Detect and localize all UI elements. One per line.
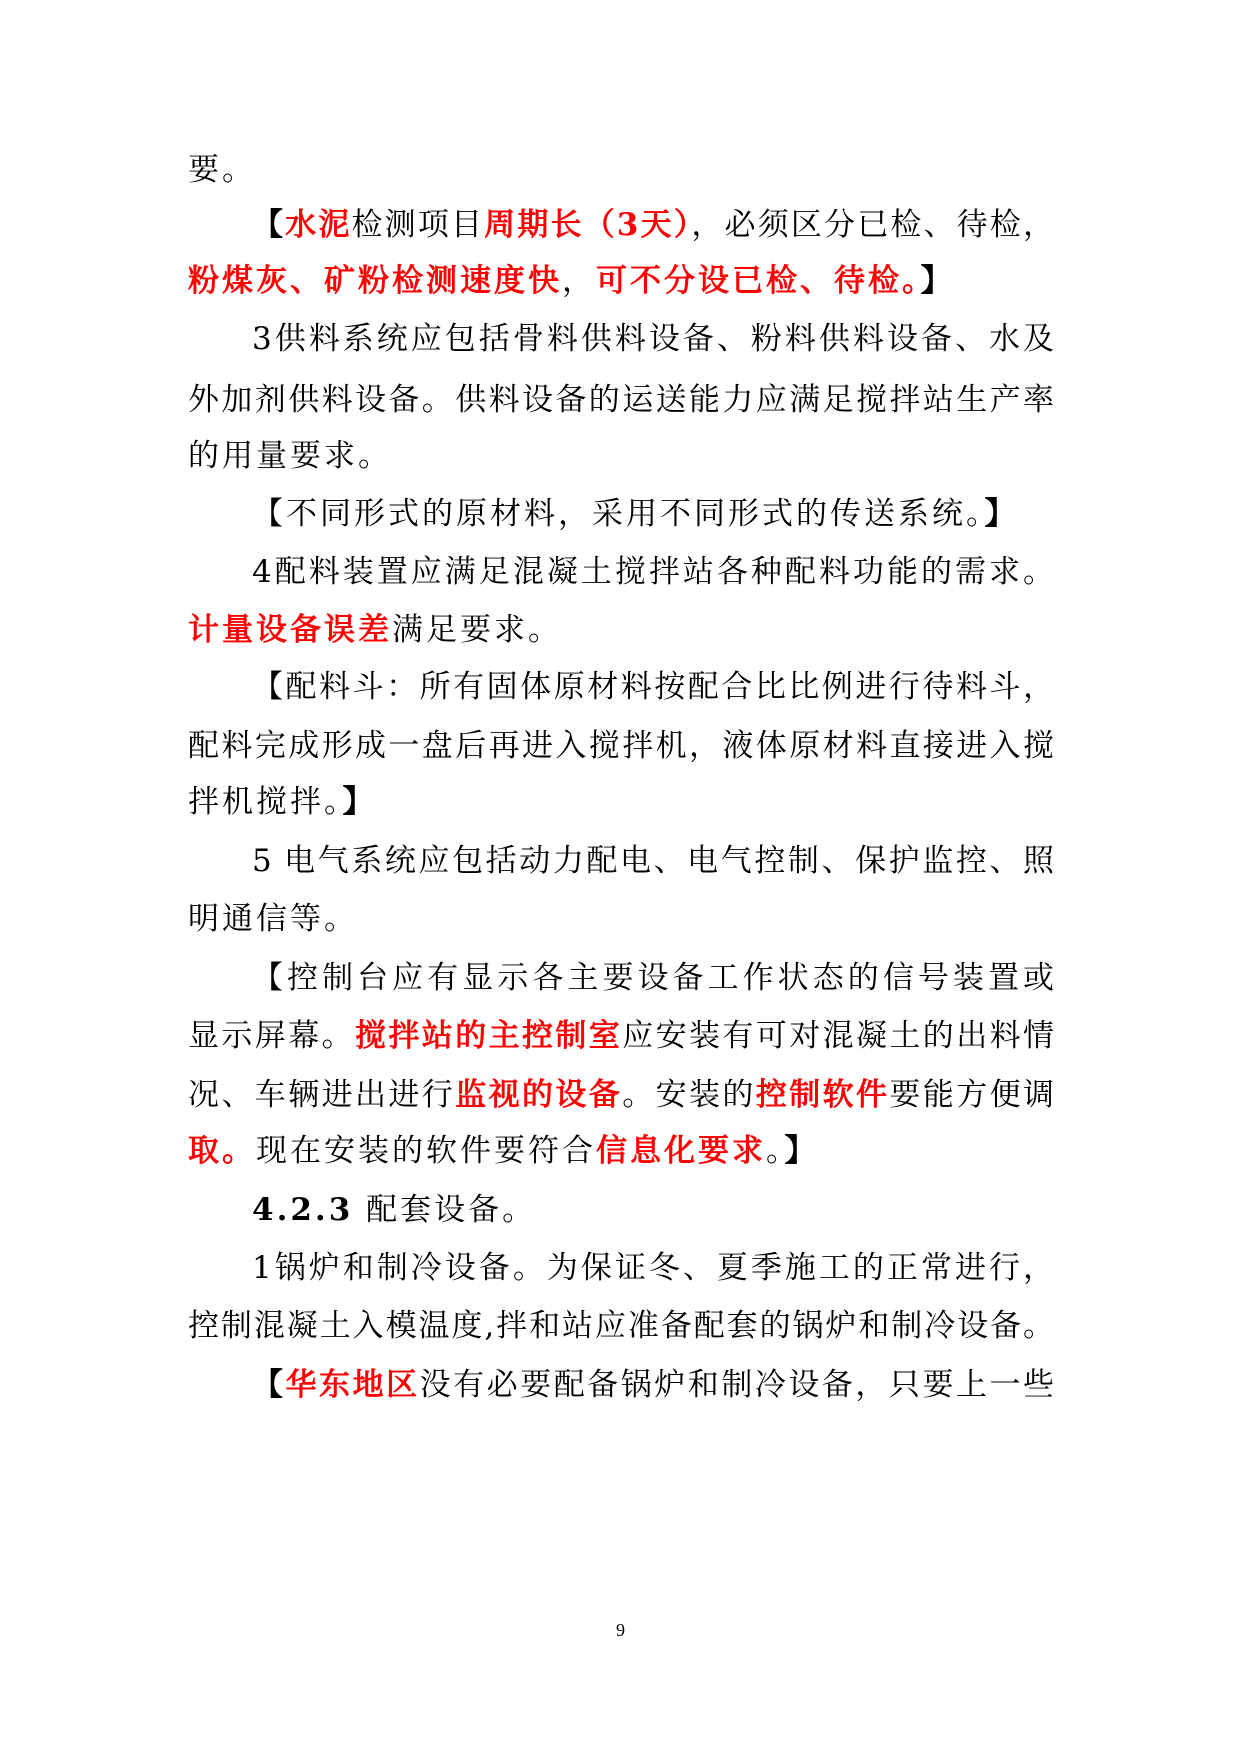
text-segment: 】 — [920, 263, 955, 299]
text-segment: 外加剂供料设备。供料设备的运送能力应满足搅拌站生产率 — [188, 382, 1054, 418]
text-segment: 配料完成形成一盘后再进入搅拌机，液体原材料直接进入搅 — [188, 728, 1054, 764]
text-line — [188, 252, 1054, 310]
highlighted-text: 监视的设备 — [455, 1077, 623, 1113]
text-line — [252, 485, 1054, 543]
highlighted-text: 取。 — [188, 1133, 256, 1169]
text-line — [188, 427, 1054, 485]
text-line — [252, 1356, 1054, 1414]
text-line — [188, 890, 1054, 948]
text-line — [252, 196, 1054, 254]
text-segment: ， — [562, 263, 596, 299]
text-segment: 显示屏幕。 — [188, 1018, 355, 1054]
text-segment: 3供料系统应包括骨料供料设备、粉料供料设备、水及 — [252, 321, 1054, 357]
text-segment: 】 — [342, 784, 377, 820]
text-line — [188, 601, 1054, 659]
text-line — [252, 543, 1054, 601]
text-segment: 明通信等。 — [188, 901, 358, 937]
text-line — [188, 1066, 1054, 1124]
text-line — [252, 1239, 1054, 1297]
text-segment: 。 — [766, 1133, 785, 1169]
text-segment: 1锅炉和制冷设备。为保证冬、夏季施工的正常进行， — [252, 1250, 1054, 1286]
text-segment: 。安装的 — [622, 1077, 756, 1113]
text-segment: 的用量要求。 — [188, 438, 392, 474]
text-line — [188, 141, 1054, 199]
text-segment: 4.2.3 — [252, 1192, 354, 1228]
text-segment: 没有必要配备锅炉和制冷设备，只要上一些 — [419, 1367, 1055, 1403]
text-segment: 控制混凝土入模温度,拌和站应准备配套的锅炉和制冷设备。 — [188, 1308, 1054, 1344]
text-segment: 满足要求。 — [392, 612, 562, 648]
text-line — [252, 310, 1054, 368]
highlighted-text: 周期长（3天） — [484, 207, 692, 243]
text-line — [188, 773, 1054, 831]
text-segment: 【 — [252, 1367, 286, 1403]
text-segment: 4配料装置应满足混凝土搅拌站各种配料功能的需求。 — [252, 554, 1054, 590]
text-segment: 】 — [984, 496, 1019, 532]
highlighted-text: 搅拌站的主控制室 — [355, 1018, 623, 1054]
text-segment: 】 — [784, 1133, 819, 1169]
highlighted-text: 华东地区 — [285, 1367, 420, 1403]
text-segment: 要。 — [188, 152, 256, 188]
text-segment: 况、车辆进出进行 — [188, 1077, 456, 1113]
page-number: 9 — [616, 1620, 625, 1640]
text-line — [252, 1181, 1054, 1239]
text-segment: 【配料斗：所有固体原材料按配合比比例进行待料斗， — [252, 669, 1054, 705]
text-line — [188, 717, 1054, 775]
highlighted-text: 信息化要求 — [596, 1133, 766, 1169]
text-segment: 配套设备。 — [353, 1192, 537, 1228]
text-segment: ，必须区分已检、待检， — [691, 207, 1055, 243]
text-segment: 检测项目 — [351, 207, 485, 243]
text-segment: 现在安装的软件要符合 — [256, 1133, 596, 1169]
highlighted-text: 计量设备误差 — [188, 612, 392, 648]
text-segment: 【 — [252, 207, 286, 243]
text-line — [252, 832, 1054, 890]
text-line — [252, 949, 1054, 1007]
highlighted-text: 水泥 — [285, 207, 352, 243]
text-line — [188, 371, 1054, 429]
highlighted-text: 可不分设已检、待检。 — [596, 263, 921, 299]
text-segment: 【不同形式的原材料，采用不同形式的传送系统。 — [252, 496, 985, 532]
text-line — [188, 1122, 1054, 1180]
highlighted-text: 控制软件 — [755, 1077, 890, 1113]
highlighted-text: 粉煤灰、矿粉检测速度快 — [188, 263, 562, 299]
text-line — [252, 658, 1054, 716]
text-segment: 应安装有可对混凝土的出料情 — [622, 1018, 1055, 1054]
text-line — [188, 1297, 1054, 1355]
text-segment: 拌机搅拌。 — [188, 784, 343, 820]
text-segment: 要能方便调 — [889, 1077, 1055, 1113]
text-line — [188, 1007, 1054, 1065]
text-segment: 【控制台应有显示各主要设备工作状态的信号装置或 — [252, 960, 1054, 996]
text-segment: 5 电气系统应包括动力配电、电气控制、保护监控、照 — [252, 843, 1054, 879]
